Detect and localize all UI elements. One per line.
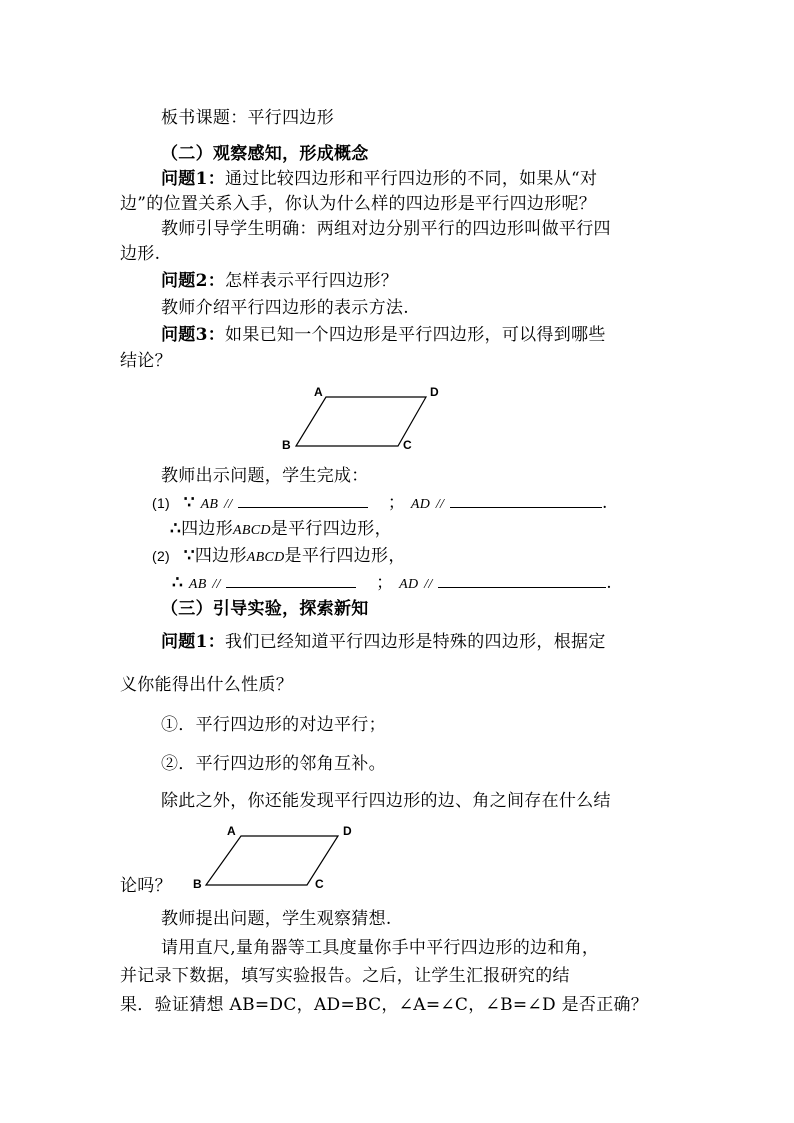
question-text: 我们已经知道平行四边形是特殊的四边形，根据定 [225, 632, 606, 652]
question-text: 如果已知一个四边形是平行四边形，可以得到哪些 [225, 325, 606, 345]
further-question: 除此之外，你还能发现平行四边形的边、角之间存在什么结 [161, 791, 611, 811]
vertex-label-c: C [403, 438, 412, 452]
teacher-guide: 教师引导学生明确：两组对边分别平行的四边形叫做平行四 [161, 219, 611, 239]
parallel-symbol: // [212, 577, 221, 592]
is-parallelogram: 是平行四边形， [284, 546, 406, 566]
question-label: 问题2： [161, 271, 226, 291]
quad-word: 四边形 [181, 519, 234, 539]
segment-ab: AB [188, 577, 207, 592]
vertex-label-b: B [282, 438, 291, 452]
parallel-symbol: // [424, 577, 433, 592]
therefore-symbol: ∴ [170, 519, 182, 539]
verify-conjecture: 果．验证猜想 AB=DC，AD=BC，∠A=∠C，∠B=∠D 是否正确？ [120, 995, 649, 1015]
question-text: 通过比较四边形和平行四边形的不同，如果从“对 [225, 169, 598, 189]
teacher-guide-cont: 边形. [120, 244, 161, 264]
item-number: (1) [152, 495, 171, 511]
quad-name: ABCD [246, 550, 285, 565]
is-parallelogram: 是平行四边形， [270, 519, 392, 539]
question-1-cont: 边”的位置关系入手，你认为什么样的四边形是平行四边形呢？ [120, 194, 597, 214]
question-label: 问题1： [161, 632, 226, 652]
therefore-symbol: ∴ [172, 573, 184, 593]
vertex-label-a: A [314, 385, 323, 399]
teacher-show: 教师出示问题，学生完成： [161, 466, 369, 486]
conclusion-2: ②．平行四边形的邻角互补。 [161, 754, 386, 774]
experiment-instruction: 请用直尺,量角器等工具度量你手中平行四边形的边和角， [161, 938, 600, 958]
vertex-label-d: D [343, 824, 352, 838]
board-title: 板书课题：平行四边形 [161, 108, 334, 128]
vertex-label-d: D [430, 385, 439, 399]
question-label: 问题1： [161, 169, 226, 189]
experiment-instruction-cont: 并记录下数据，填写实验报告。之后，让学生汇报研究的结 [120, 966, 570, 986]
quad-name: ABCD [233, 523, 271, 538]
question-3-cont: 结论？ [120, 351, 172, 371]
item-number: (2) [152, 548, 171, 564]
section-heading-3: （三）引导实验，探索新知 [161, 599, 369, 619]
question-text: 怎样表示平行四边形？ [225, 271, 399, 291]
teacher-intro: 教师介绍平行四边形的表示方法. [161, 298, 409, 318]
period: . [601, 493, 608, 513]
segment-ad: AD [410, 497, 431, 512]
section-heading-2: （二）观察感知，形成概念 [161, 144, 369, 164]
teacher-pose: 教师提出问题，学生观察猜想. [161, 909, 392, 929]
question-label: 问题3： [161, 325, 226, 345]
parallel-symbol: // [435, 497, 445, 512]
question-4-cont: 义你能得出什么性质？ [120, 675, 293, 695]
because-symbol: ∵ [183, 546, 195, 566]
vertex-label-b: B [193, 877, 202, 891]
segment-ad: AD [399, 577, 419, 592]
vertex-label-c: C [315, 877, 324, 891]
conclusion-1: ①．平行四边形的对边平行； [161, 715, 386, 735]
because-symbol: ∵ [183, 493, 195, 513]
vertex-label-a: A [227, 824, 236, 838]
separator: ； [387, 493, 406, 513]
period: . [606, 573, 612, 593]
quad-word: 四边形 [194, 546, 247, 566]
further-question-cont: 论吗？ [120, 876, 172, 896]
separator: ； [376, 573, 394, 593]
parallel-symbol: // [224, 497, 233, 512]
segment-ab: AB [200, 497, 219, 512]
